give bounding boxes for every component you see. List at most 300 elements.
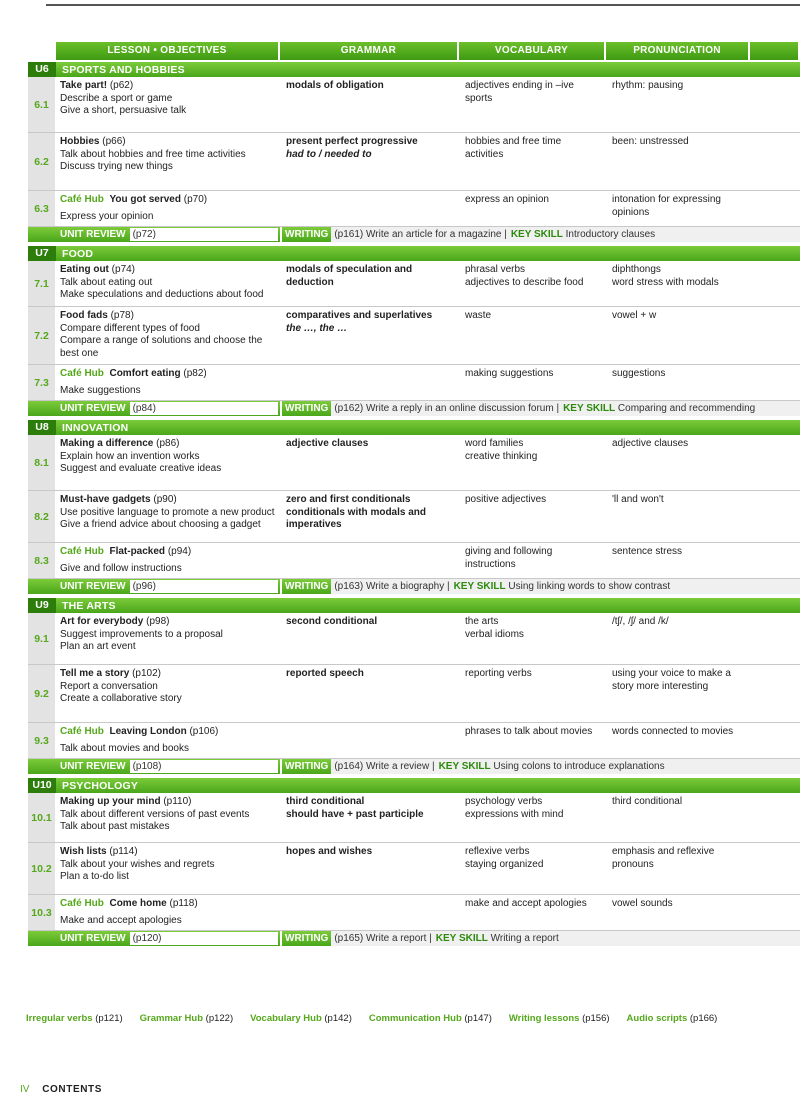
- cafe-hub-label: Café Hub: [60, 546, 104, 557]
- footer-link-label: Grammar Hub: [139, 1013, 204, 1024]
- unit-header-u10: [28, 778, 800, 793]
- lesson-title-line: [60, 194, 278, 207]
- grammar-line: modals of speculation and: [286, 264, 413, 275]
- vocabulary-line: phrasal verbs: [465, 264, 526, 275]
- vocabulary-line: adjectives to describe food: [465, 276, 584, 288]
- pronunciation-line: suggestions: [612, 368, 666, 379]
- vocabulary-cell: [461, 365, 608, 400]
- footer-link-page: (p142): [324, 1013, 352, 1024]
- vocabulary-line: reporting verbs: [465, 668, 532, 679]
- writing-text: (p165) Write a report |: [334, 933, 432, 944]
- grammar-cell: [282, 723, 461, 758]
- cafe-hub-label: Café Hub: [60, 726, 104, 737]
- vocabulary-line: word families: [465, 438, 524, 449]
- unit-header-u6: [28, 62, 800, 77]
- grammar-cell: [282, 491, 461, 542]
- lesson-row: [28, 793, 800, 843]
- lesson-number: 10.3: [28, 895, 56, 930]
- lesson-number: 8.3: [28, 543, 56, 578]
- writing-text: (p161) Write an article for a magazine |: [334, 229, 507, 240]
- grammar-cell: [282, 133, 461, 190]
- page-section-title: CONTENTS: [42, 1084, 103, 1095]
- lesson-title-line: [60, 668, 278, 681]
- footer-link-label: Audio scripts: [626, 1013, 688, 1024]
- grammar-line: second conditional: [286, 616, 378, 627]
- objective-line: Suggest improvements to a proposal: [60, 628, 223, 640]
- key-skill-label: KEY SKILL: [453, 581, 506, 592]
- grammar-cell: [282, 191, 461, 226]
- unit-title: PSYCHOLOGY: [62, 779, 139, 792]
- vocabulary-line: giving and following: [465, 546, 553, 557]
- lesson-title-line: [60, 368, 278, 381]
- lesson-page: (p98): [146, 616, 170, 627]
- pronunciation-cell: [608, 793, 800, 842]
- lesson-title-line: [60, 310, 278, 323]
- lesson-row: [28, 895, 800, 931]
- vocabulary-line: making suggestions: [465, 368, 554, 379]
- lesson-title[interactable]: Making a difference: [60, 438, 154, 449]
- lesson-row: [28, 543, 800, 579]
- lesson-objectives-cell: [56, 77, 282, 132]
- lesson-objectives-cell: [56, 723, 282, 758]
- objective-line: Talk about hobbies and free time activities: [60, 148, 246, 160]
- footer-link-page: (p122): [205, 1013, 234, 1024]
- grammar-line: adjective clauses: [286, 438, 369, 449]
- lesson-number: 7.3: [28, 365, 56, 400]
- grammar-line: the …, the …: [286, 322, 348, 334]
- lesson-number: 10.2: [28, 843, 56, 894]
- footer-link-page: (p121): [95, 1013, 123, 1024]
- footer-link-label: Irregular verbs: [26, 1013, 93, 1024]
- lesson-objectives-cell: [56, 665, 282, 722]
- lesson-title-line: [60, 264, 278, 277]
- unit-review-label: UNIT REVIEW: [60, 403, 126, 414]
- footer-links: [26, 1013, 800, 1024]
- footer-link[interactable]: [250, 1013, 352, 1024]
- lesson-objectives-cell: [56, 543, 282, 578]
- footer-link-label: Communication Hub: [368, 1013, 462, 1024]
- unit-review-bar: [28, 931, 800, 946]
- lesson-page: (p78): [110, 310, 134, 321]
- pronunciation-line: vowel sounds: [612, 898, 673, 909]
- lesson-title[interactable]: Comfort eating: [109, 368, 181, 379]
- lesson-title[interactable]: Making up your mind: [60, 796, 161, 807]
- writing-section: [282, 931, 559, 946]
- header-grammar: GRAMMAR: [280, 42, 457, 60]
- lesson-title[interactable]: Come home: [109, 898, 167, 909]
- lesson-title[interactable]: Wish lists: [60, 846, 107, 857]
- vocabulary-cell: [461, 793, 608, 842]
- lesson-number: 6.2: [28, 133, 56, 190]
- pronunciation-cell: [608, 133, 800, 190]
- footer-link[interactable]: [140, 1013, 233, 1024]
- grammar-line: had to / needed to: [286, 148, 372, 160]
- unit-title: THE ARTS: [62, 599, 116, 612]
- unit-header-u9: [28, 598, 800, 613]
- lesson-number: 9.3: [28, 723, 56, 758]
- lesson-page: (p70): [183, 194, 208, 205]
- footer-link[interactable]: [26, 1013, 123, 1024]
- writing-section: [282, 227, 655, 242]
- lesson-title-line: [60, 546, 278, 559]
- grammar-line: comparatives and superlatives: [286, 310, 433, 321]
- objective-line: Talk about your wishes and regrets: [60, 858, 215, 870]
- lesson-title-line: [60, 796, 278, 809]
- objective-line: Use positive language to promote a new product: [60, 506, 275, 518]
- grammar-line: zero and first conditionals: [286, 494, 411, 505]
- cafe-hub-label: Café Hub: [60, 898, 104, 909]
- unit-review-bar: [28, 759, 800, 774]
- lesson-page: (p74): [111, 264, 136, 275]
- unit-review-bar: [28, 401, 800, 416]
- lesson-page: (p94): [167, 546, 192, 557]
- vocabulary-line: make and accept apologies: [465, 898, 587, 909]
- objective-line: Compare different types of food: [60, 322, 200, 334]
- pronunciation-cell: [608, 77, 800, 132]
- pronunciation-cell: [608, 261, 800, 306]
- vocabulary-line: positive adjectives: [465, 494, 547, 505]
- cafe-hub-label: Café Hub: [60, 368, 104, 379]
- unit-review-page: (p84): [130, 402, 278, 415]
- header-extra: [750, 42, 798, 60]
- unit-number: U7: [28, 246, 56, 261]
- lesson-title[interactable]: Eating out: [60, 264, 109, 275]
- pronunciation-cell: [608, 435, 800, 490]
- unit-number: U10: [28, 778, 56, 793]
- lesson-objectives-cell: [56, 365, 282, 400]
- pronunciation-cell: [608, 365, 800, 400]
- lesson-number: 8.2: [28, 491, 56, 542]
- unit-review[interactable]: [28, 931, 282, 946]
- grammar-cell: [282, 895, 461, 930]
- pronunciation-line: emphasis and reflexive: [612, 846, 715, 857]
- objective-line: Explain how an invention works: [60, 450, 200, 462]
- pronunciation-line: third conditional: [612, 796, 683, 807]
- lesson-number: 8.1: [28, 435, 56, 490]
- page-footer: [20, 1084, 102, 1095]
- writing-label[interactable]: WRITING: [282, 579, 331, 594]
- header-lesson: LESSON • OBJECTIVES: [56, 42, 278, 60]
- unit-review[interactable]: [28, 579, 282, 594]
- writing-text: (p164) Write a review |: [334, 761, 435, 772]
- writing-label[interactable]: WRITING: [282, 401, 331, 416]
- lesson-row: [28, 261, 800, 307]
- lesson-row: [28, 491, 800, 543]
- vocabulary-line: phrases to talk about movies: [465, 726, 593, 737]
- pronunciation-line: story more interesting: [612, 680, 709, 692]
- grammar-cell: [282, 793, 461, 842]
- writing-text: (p163) Write a biography |: [334, 581, 450, 592]
- vocabulary-cell: [461, 843, 608, 894]
- grammar-line: should have + past participle: [286, 808, 424, 820]
- footer-link-label: Vocabulary Hub: [250, 1013, 322, 1024]
- key-skill-text: Using linking words to show contrast: [508, 581, 671, 592]
- vocabulary-cell: [461, 77, 608, 132]
- pronunciation-cell: [608, 491, 800, 542]
- unit-review-page: (p96): [130, 580, 278, 593]
- grammar-line: imperatives: [286, 519, 342, 530]
- objective-line: Make speculations and deductions about food: [60, 289, 264, 300]
- unit-number: U6: [28, 62, 56, 77]
- lesson-objectives-cell: [56, 793, 282, 842]
- objective-line: best one: [60, 347, 99, 359]
- footer-link[interactable]: [369, 1013, 492, 1024]
- unit-review-bar: [28, 227, 800, 242]
- lesson-title[interactable]: Hobbies: [60, 136, 100, 147]
- header-pronunciation: PRONUNCIATION: [606, 42, 748, 60]
- lesson-number: 9.2: [28, 665, 56, 722]
- objective-line: Make and accept apologies: [60, 914, 182, 926]
- pronunciation-line: rhythm: pausing: [612, 80, 684, 91]
- footer-link[interactable]: [509, 1013, 610, 1024]
- pronunciation-line: words connected to movies: [612, 726, 734, 737]
- lesson-title-line: [60, 898, 278, 911]
- pronunciation-cell: [608, 895, 800, 930]
- lesson-objectives-cell: [56, 133, 282, 190]
- objective-line: Plan a to-do list: [60, 871, 129, 882]
- grammar-cell: [282, 435, 461, 490]
- lesson-title[interactable]: Food fads: [60, 310, 108, 321]
- grammar-cell: [282, 261, 461, 306]
- key-skill-label: KEY SKILL: [510, 229, 563, 240]
- lesson-row: [28, 435, 800, 491]
- pronunciation-cell: [608, 307, 800, 364]
- vocabulary-line: staying organized: [465, 858, 544, 870]
- footer-link-label: Writing lessons: [508, 1013, 580, 1024]
- lesson-row: [28, 365, 800, 401]
- objective-line: Talk about eating out: [60, 276, 153, 288]
- pronunciation-cell: [608, 843, 800, 894]
- footer-link-page: (p156): [582, 1013, 610, 1024]
- lesson-page: (p118): [169, 898, 198, 909]
- unit-review-label: UNIT REVIEW: [60, 761, 126, 772]
- vocabulary-line: activities: [465, 148, 504, 160]
- lesson-row: [28, 133, 800, 191]
- vocabulary-line: instructions: [465, 558, 516, 570]
- unit-header-u8: [28, 420, 800, 435]
- pronunciation-cell: [608, 665, 800, 722]
- writing-text: (p162) Write a reply in an online discussion forum |: [334, 403, 560, 414]
- writing-label[interactable]: WRITING: [282, 227, 331, 242]
- grammar-cell: [282, 307, 461, 364]
- grammar-line: present perfect progressive: [286, 136, 418, 147]
- lesson-page: (p66): [102, 136, 126, 147]
- key-skill-text: Introductory clauses: [565, 229, 656, 240]
- grammar-line: third conditional: [286, 796, 365, 807]
- grammar-line: modals of obligation: [286, 80, 384, 91]
- lesson-number: 6.1: [28, 77, 56, 132]
- vocabulary-line: sports: [465, 92, 493, 104]
- objective-line: Talk about different versions of past events: [60, 808, 250, 820]
- writing-section: [282, 759, 665, 774]
- table-header: [56, 42, 800, 60]
- lesson-title-line: [60, 136, 278, 149]
- vocabulary-line: express an opinion: [465, 194, 549, 205]
- lesson-objectives-cell: [56, 191, 282, 226]
- top-rule: [46, 4, 800, 6]
- lesson-number: 10.1: [28, 793, 56, 842]
- lesson-page: (p102): [132, 668, 161, 679]
- vocabulary-line: waste: [465, 310, 492, 321]
- page-number: IV: [20, 1084, 30, 1095]
- unit-review-page: (p120): [130, 932, 278, 945]
- unit-title: FOOD: [62, 247, 94, 260]
- unit-title: INNOVATION: [62, 421, 129, 434]
- lesson-number: 7.2: [28, 307, 56, 364]
- pronunciation-line: vowel + w: [612, 310, 657, 321]
- objective-line: Compare a range of solutions and choose the: [60, 335, 263, 346]
- pronunciation-line: word stress with modals: [612, 276, 719, 288]
- lesson-title[interactable]: Must-have gadgets: [60, 494, 151, 505]
- lesson-title-line: [60, 616, 278, 629]
- pronunciation-line: /tʃ/, /ʃ/ and /k/: [612, 616, 669, 627]
- lesson-title[interactable]: Take part!: [60, 80, 108, 91]
- unit-review-page: (p108): [130, 760, 278, 773]
- pronunciation-line: 'll and won't: [612, 494, 664, 505]
- lesson-page: (p82): [183, 368, 207, 379]
- objective-line: Give a short, persuasive talk: [60, 105, 187, 116]
- unit-header-u7: [28, 246, 800, 261]
- unit-review-label: UNIT REVIEW: [60, 933, 126, 944]
- objective-line: Make suggestions: [60, 384, 141, 396]
- lesson-page: (p106): [189, 726, 219, 737]
- objective-line: Describe a sport or game: [60, 92, 173, 104]
- pronunciation-line: diphthongs: [612, 264, 661, 275]
- cafe-hub-label: Café Hub: [60, 194, 104, 205]
- grammar-line: reported speech: [286, 668, 364, 679]
- pronunciation-line: adjective clauses: [612, 438, 689, 449]
- grammar-cell: [282, 543, 461, 578]
- unit-review-label: UNIT REVIEW: [60, 581, 126, 592]
- grammar-cell: [282, 665, 461, 722]
- vocabulary-cell: [461, 723, 608, 758]
- lesson-title[interactable]: Art for everybody: [60, 616, 144, 627]
- objective-line: Give and follow instructions: [60, 562, 182, 574]
- lesson-title[interactable]: Flat-packed: [109, 546, 166, 557]
- objective-line: Talk about past mistakes: [60, 821, 170, 832]
- writing-label[interactable]: WRITING: [282, 931, 331, 946]
- objective-line: Plan an art event: [60, 641, 136, 652]
- vocabulary-cell: [461, 435, 608, 490]
- pronunciation-cell: [608, 613, 800, 664]
- lesson-objectives-cell: [56, 895, 282, 930]
- lesson-row: [28, 77, 800, 133]
- lesson-row: [28, 843, 800, 895]
- objective-line: Express your opinion: [60, 210, 154, 222]
- lesson-objectives-cell: [56, 491, 282, 542]
- objective-line: Suggest and evaluate creative ideas: [60, 463, 222, 474]
- vocabulary-line: reflexive verbs: [465, 846, 530, 857]
- vocabulary-cell: [461, 133, 608, 190]
- vocabulary-line: expressions with mind: [465, 808, 564, 820]
- key-skill-text: Writing a report: [490, 933, 559, 944]
- footer-link[interactable]: [627, 1013, 718, 1024]
- unit-number: U8: [28, 420, 56, 435]
- unit-title: SPORTS AND HOBBIES: [62, 63, 185, 76]
- lesson-objectives-cell: [56, 261, 282, 306]
- grammar-line: hopes and wishes: [286, 846, 373, 857]
- lesson-objectives-cell: [56, 843, 282, 894]
- pronunciation-line: intonation for expressing: [612, 194, 721, 205]
- objective-line: Talk about movies and books: [60, 742, 189, 754]
- pronunciation-line: pronouns: [612, 858, 654, 870]
- writing-section: [282, 579, 670, 594]
- grammar-line: conditionals with modals and: [286, 506, 427, 518]
- objective-line: Create a collaborative story: [60, 693, 182, 704]
- writing-label[interactable]: WRITING: [282, 759, 331, 774]
- lesson-page: (p86): [156, 438, 180, 449]
- lesson-row: [28, 723, 800, 759]
- grammar-line: deduction: [286, 276, 334, 288]
- vocabulary-line: adjectives ending in –ive: [465, 80, 574, 91]
- lesson-title[interactable]: Leaving London: [109, 726, 187, 737]
- lesson-page: (p114): [109, 846, 138, 857]
- footer-link-page: (p166): [689, 1013, 718, 1024]
- lesson-number: 6.3: [28, 191, 56, 226]
- lesson-row: [28, 307, 800, 365]
- pronunciation-line: been: unstressed: [612, 136, 689, 147]
- lesson-row: [28, 191, 800, 227]
- unit-review[interactable]: [28, 759, 282, 774]
- writing-section: [282, 401, 755, 416]
- lesson-title[interactable]: You got served: [109, 194, 181, 205]
- footer-link-page: (p147): [464, 1013, 492, 1024]
- lesson-row: [28, 665, 800, 723]
- unit-review-label: UNIT REVIEW: [60, 229, 126, 240]
- lesson-row: [28, 613, 800, 665]
- pronunciation-line: using your voice to make a: [612, 668, 731, 679]
- lesson-page: (p90): [153, 494, 177, 505]
- objective-line: Report a conversation: [60, 680, 158, 692]
- vocabulary-line: creative thinking: [465, 450, 538, 462]
- pronunciation-cell: [608, 723, 800, 758]
- vocabulary-cell: [461, 191, 608, 226]
- lesson-objectives-cell: [56, 307, 282, 364]
- vocabulary-cell: [461, 307, 608, 364]
- lesson-number: 7.1: [28, 261, 56, 306]
- objective-line: Discuss trying new things: [60, 161, 173, 172]
- vocabulary-cell: [461, 665, 608, 722]
- unit-review-bar: [28, 579, 800, 594]
- pronunciation-cell: [608, 191, 800, 226]
- pronunciation-line: sentence stress: [612, 546, 683, 557]
- grammar-cell: [282, 365, 461, 400]
- vocabulary-cell: [461, 491, 608, 542]
- unit-review[interactable]: [28, 401, 282, 416]
- lesson-title-line: [60, 726, 278, 739]
- lesson-title[interactable]: Tell me a story: [60, 668, 130, 679]
- vocabulary-cell: [461, 543, 608, 578]
- vocabulary-line: the arts: [465, 616, 499, 627]
- header-vocabulary: VOCABULARY: [459, 42, 604, 60]
- lesson-page: (p62): [109, 80, 134, 91]
- key-skill-text: Using colons to introduce explanations: [493, 761, 665, 772]
- vocabulary-line: psychology verbs: [465, 796, 543, 807]
- lesson-objectives-cell: [56, 613, 282, 664]
- grammar-cell: [282, 77, 461, 132]
- pronunciation-line: opinions: [612, 206, 650, 218]
- key-skill-label: KEY SKILL: [438, 761, 491, 772]
- grammar-cell: [282, 613, 461, 664]
- vocabulary-cell: [461, 613, 608, 664]
- vocabulary-cell: [461, 895, 608, 930]
- objective-line: Give a friend advice about choosing a gadget: [60, 519, 261, 530]
- key-skill-text: Comparing and recommending: [617, 403, 756, 414]
- vocabulary-line: hobbies and free time: [465, 136, 562, 147]
- lesson-title-line: [60, 846, 278, 859]
- unit-review[interactable]: [28, 227, 282, 242]
- unit-review-page: (p72): [130, 228, 278, 241]
